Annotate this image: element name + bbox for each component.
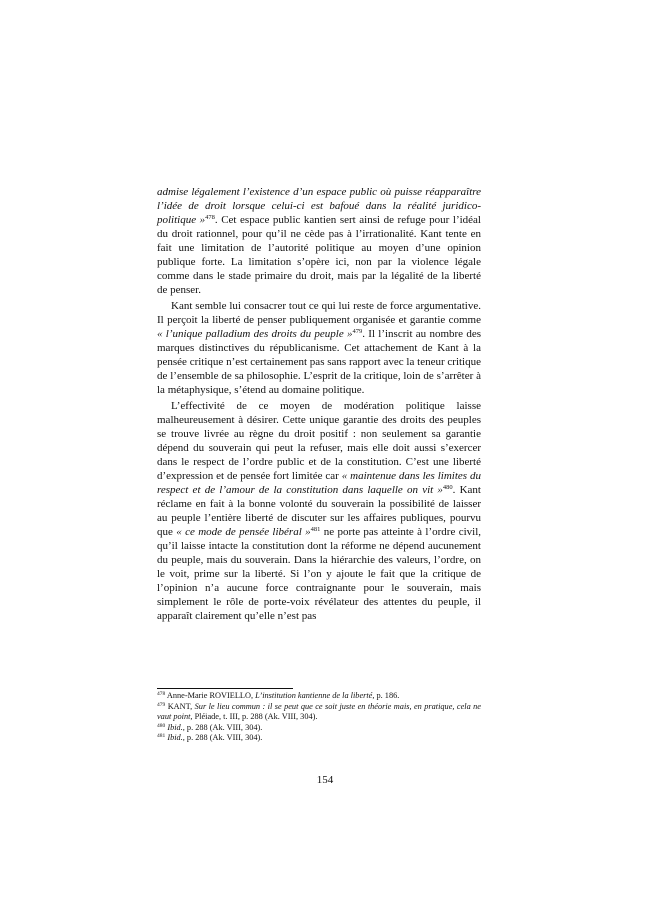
page-number: 154	[316, 774, 334, 786]
paragraph-2	[157, 299, 481, 397]
paragraph-1	[157, 185, 481, 297]
footnote-ref-480[interactable]: 480	[442, 484, 453, 491]
footnote-text: , p. 186.	[372, 691, 400, 700]
footnote-text: Anne-Marie ROVIELLO,	[165, 691, 256, 700]
footnote-480	[157, 723, 481, 734]
footnote-number: 478	[157, 691, 166, 697]
paragraph-text: . Cet espace public kantien sert ainsi de refuge pour l’idéal du droit rationnel, pour qu’il ne cède pas à l’irrationalité. Kant tente en fait une limitation de l’autorité politique au moyen d’une opinion publique forte. La limitation s’opère ici, non par la violence légale comme dans le stade primaire du droit, mais par la légalité de la liberté de penser.	[157, 214, 481, 296]
footnote-title: L’institution kantienne de la liberté	[255, 691, 373, 700]
footnote-text: , p. 288 (Ak. VIII, 304).	[182, 733, 263, 743]
footnote-text: KANT,	[165, 701, 195, 711]
paragraph-text: . Il l’inscrit au nombre des marques distinctives du républicanisme. Cet attachement de Kant à la pensée critique n’est certainement pas sans rapport avec la teneur critique de l’ensemble de sa philosophie. L’esprit de la critique, loin de s’arrêter à la métaphysique, s’étend au domaine politique.	[157, 328, 481, 396]
paragraph-text: . Kant réclame en fait à la bonne volonté du souverain la possibilité de laisser au peuple l’entière liberté de discuter sur les affaires publiques, pourvu que	[157, 484, 481, 538]
quote-text: « ce mode de pensée libéral »	[176, 526, 311, 538]
footnote-number: 479	[157, 701, 166, 708]
quote-text: « l’unique palladium des droits du peuple »	[157, 328, 353, 340]
footnote-text: , p. 288 (Ak. VIII, 304).	[182, 722, 263, 732]
main-text	[157, 185, 481, 623]
paragraph-text: L’effectivité de ce moyen de modération politique laisse malheureusement à désirer. Cette unique garantie des droits des peuples se trouve livrée au règne du droit positif : non seulement sa garantie dépend du souverain qui peut la refuser, mais elle doit aussi s’exercer dans le respect de l’ordre public et de la constitution. C’est une liberté d’expression et de pensée fort limitée car	[157, 400, 481, 482]
footnote-ref-481[interactable]: 481	[310, 526, 321, 533]
quote-text: admise légalement l’existence d’un espace public où puisse réapparaître l’idée de droit lorsque celui-ci est bafoué dans la réalité juridico-politique »	[157, 186, 481, 226]
footnote-title: Ibid.	[167, 733, 183, 743]
footnote-ref-479[interactable]: 479	[352, 328, 363, 335]
footnote-478	[157, 691, 481, 702]
footnote-title: Sur le lieu commun : il se peut que ce soit juste en théorie mais, en pratique, cela ne vaut point	[157, 701, 481, 722]
footnotes	[157, 688, 481, 744]
footnote-479	[157, 702, 481, 723]
footnote-ref-478[interactable]: 478	[205, 214, 215, 221]
quote-text: « maintenue dans les limites du respect et de l’amour de la constitution dans laquelle on vit »	[157, 470, 481, 496]
footnote-title: Ibid.	[167, 722, 183, 732]
footnote-text: , Pléiade, t. III, p. 288 (Ak. VIII, 304).	[190, 712, 318, 722]
footnote-number: 480	[157, 722, 166, 729]
paragraph-text: ne porte pas atteinte à l’ordre civil, qu’il laisse intacte la constitution dont la réforme ne dépend aucunement du peuple, mais du souverain. Dans la hiérarchie des valeurs, l’ordre, on le voit, prime sur la liberté. Si l’on y ajoute le fait que la critique de l’opinion n’a aucune force contraignante pour le souverain, mais simplement le rôle de porte-voix révélateur des attentes du peuple, il apparaît clairement qu’elle n’est pas	[157, 526, 481, 622]
paragraph-text: Kant semble lui consacrer tout ce qui lui reste de force argumentative. Il perçoit la liberté de penser publiquement organisée et garantie comme	[157, 300, 481, 326]
footnote-divider	[157, 688, 293, 689]
footnote-number: 481	[157, 733, 166, 740]
footnote-481	[157, 733, 481, 744]
paragraph-3	[157, 399, 481, 623]
